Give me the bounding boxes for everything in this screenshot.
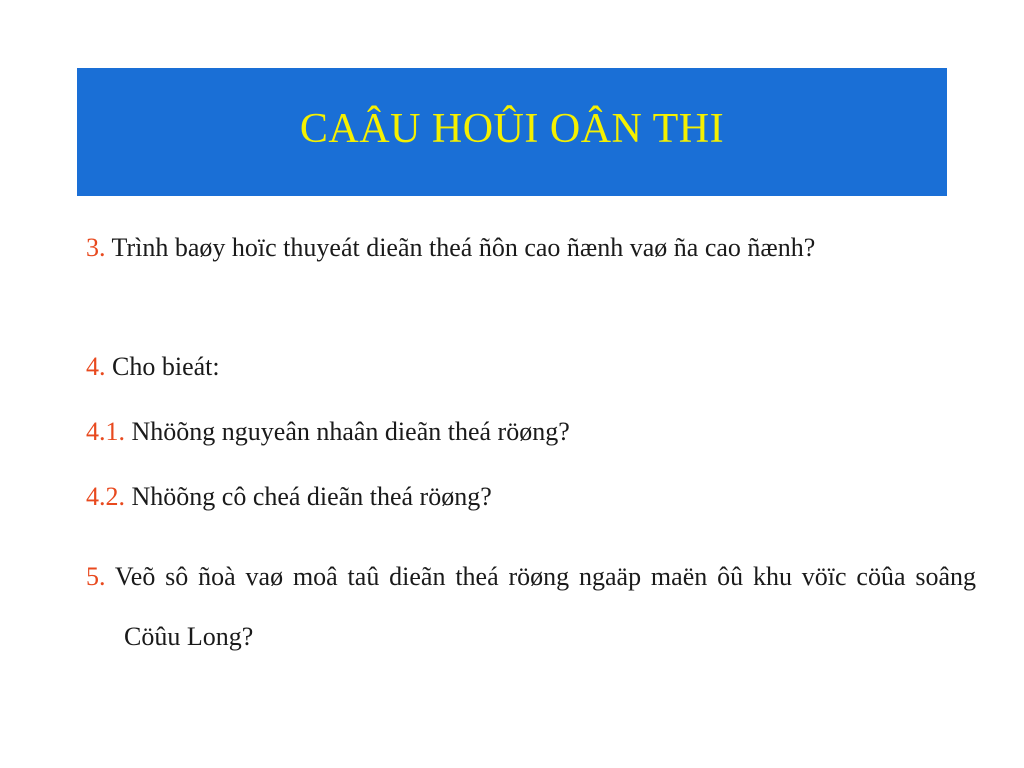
item-text: Trình baøy hoïc thuyeát dieãn theá ñôn cao ñænh vaø ña cao ñænh?	[111, 233, 816, 262]
list-item	[86, 222, 976, 274]
item-number: 4.	[86, 352, 106, 381]
list-item	[86, 352, 938, 382]
title-band	[77, 68, 947, 196]
list-item	[86, 417, 938, 447]
item-number: 4.1.	[86, 417, 125, 446]
item-text: Nhöõng nguyeân nhaân dieãn theá röøng?	[131, 417, 570, 446]
item-text: Nhöõng cô cheá dieãn theá röøng?	[131, 482, 492, 511]
item-text: Veõ sô ñoà vaø moâ taû dieãn theá röøng ngaäp maën ôû khu vöïc cöûa soâng Cöûu Long?	[114, 562, 977, 651]
item-text: Cho bieát:	[112, 352, 220, 381]
item-number: 4.2.	[86, 482, 125, 511]
list-item	[86, 547, 976, 667]
slide-title: CAÂU HOÛI OÂN THI	[299, 106, 725, 152]
item-number: 5.	[86, 562, 106, 591]
item-number: 3.	[86, 233, 106, 262]
list-item	[86, 482, 938, 512]
